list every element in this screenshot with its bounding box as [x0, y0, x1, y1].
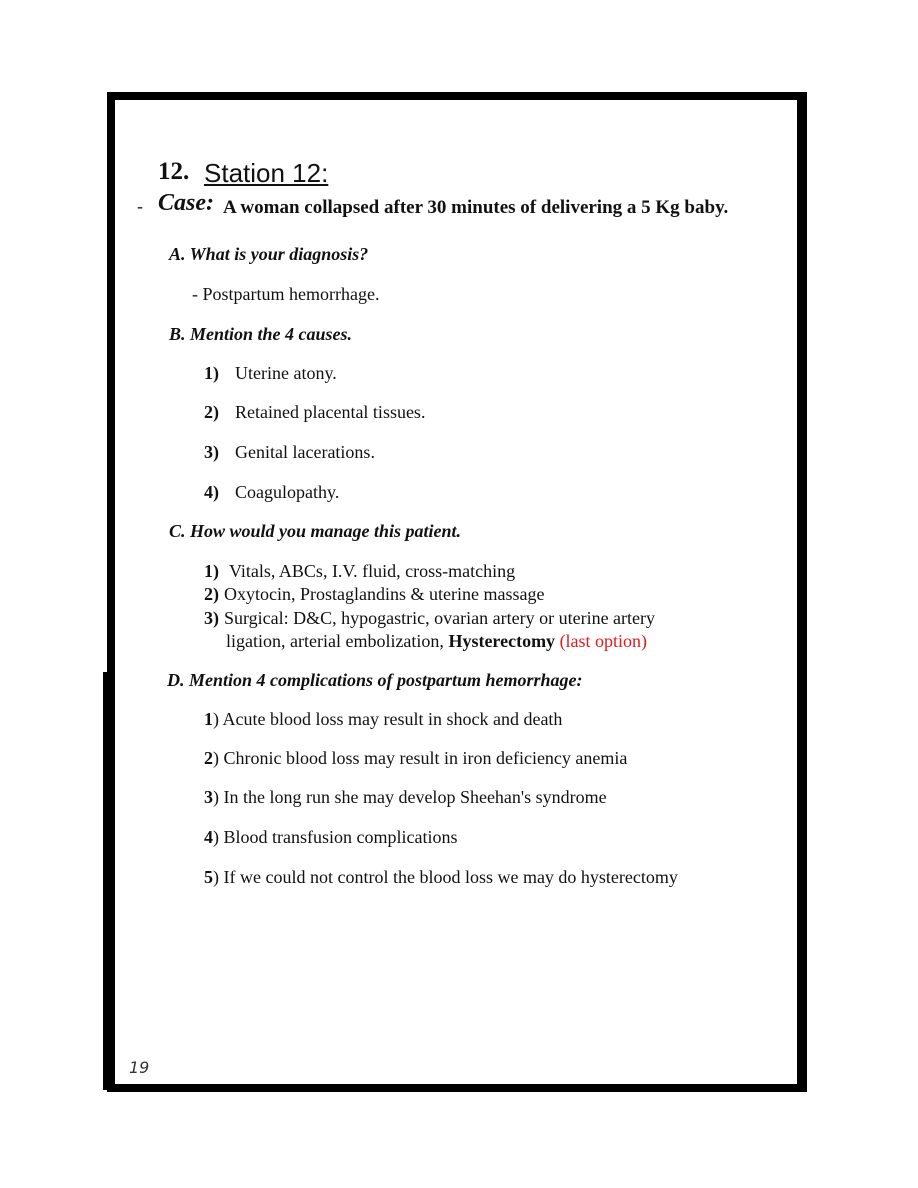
item-number: 5	[204, 867, 213, 887]
item-text: ) Blood transfusion complications	[213, 827, 458, 847]
item-text: ) If we could not control the blood loss we may do hysterectomy	[213, 867, 678, 887]
list-item	[204, 709, 562, 730]
last-option-note: (last option)	[559, 631, 648, 651]
case-label: Case:	[158, 190, 214, 216]
page-border-notch	[103, 672, 111, 1090]
item-text: ligation, arterial embolization,	[226, 631, 444, 651]
list-item	[204, 363, 337, 384]
answer-a: - Postpartum hemorrhage.	[192, 284, 380, 304]
item-text: Genital lacerations.	[235, 442, 375, 462]
list-item-continuation	[226, 631, 647, 652]
item-number: 3)	[204, 608, 219, 628]
question-c: C. How would you manage this patient.	[169, 521, 462, 541]
list-item	[204, 608, 655, 629]
list-item	[204, 827, 457, 848]
item-text: Vitals, ABCs, I.V. fluid, cross-matching	[229, 561, 516, 581]
item-number: 2	[204, 748, 213, 768]
item-text: Oxytocin, Prostaglandins & uterine massage	[224, 584, 545, 604]
item-number: 1	[204, 709, 213, 729]
list-item	[204, 787, 607, 808]
question-a: A. What is your diagnosis?	[169, 244, 369, 264]
item-text: ) In the long run she may develop Sheehan's syndrome	[213, 787, 607, 807]
item-number: 2)	[204, 584, 219, 604]
item-text: ) Chronic blood loss may result in iron deficiency anemia	[213, 748, 628, 768]
list-item	[204, 402, 425, 423]
item-text: ) Acute blood loss may result in shock and death	[213, 709, 563, 729]
case-text: A woman collapsed after 30 minutes of delivering a 5 Kg baby.	[223, 197, 729, 218]
item-text: Surgical: D&C, hypogastric, ovarian artery or uterine artery	[224, 608, 656, 628]
item-number: 1)	[204, 561, 219, 581]
list-item	[204, 584, 544, 605]
list-item	[204, 748, 627, 769]
item-text: Retained placental tissues.	[235, 402, 426, 422]
question-d: D. Mention 4 complications of postpartum hemorrhage:	[167, 670, 583, 690]
list-item	[204, 867, 678, 888]
item-number: 3	[204, 787, 213, 807]
hysterectomy-bold: Hysterectomy	[448, 631, 556, 651]
item-number: 1)	[204, 363, 219, 383]
item-number: 4	[204, 827, 213, 847]
station-title: Station 12:	[204, 158, 329, 188]
question-b: B. Mention the 4 causes.	[169, 324, 353, 344]
list-item	[204, 482, 339, 503]
case-dash: -	[137, 196, 143, 216]
item-number: 4)	[204, 482, 219, 502]
item-number: 2)	[204, 402, 219, 422]
page-number: 19	[129, 1058, 150, 1077]
item-number: 3)	[204, 442, 219, 462]
station-number: 12.	[158, 158, 190, 185]
list-item	[204, 442, 375, 463]
list-item	[204, 561, 515, 582]
item-text: Coagulopathy.	[235, 482, 340, 502]
item-text: Uterine atony.	[235, 363, 337, 383]
